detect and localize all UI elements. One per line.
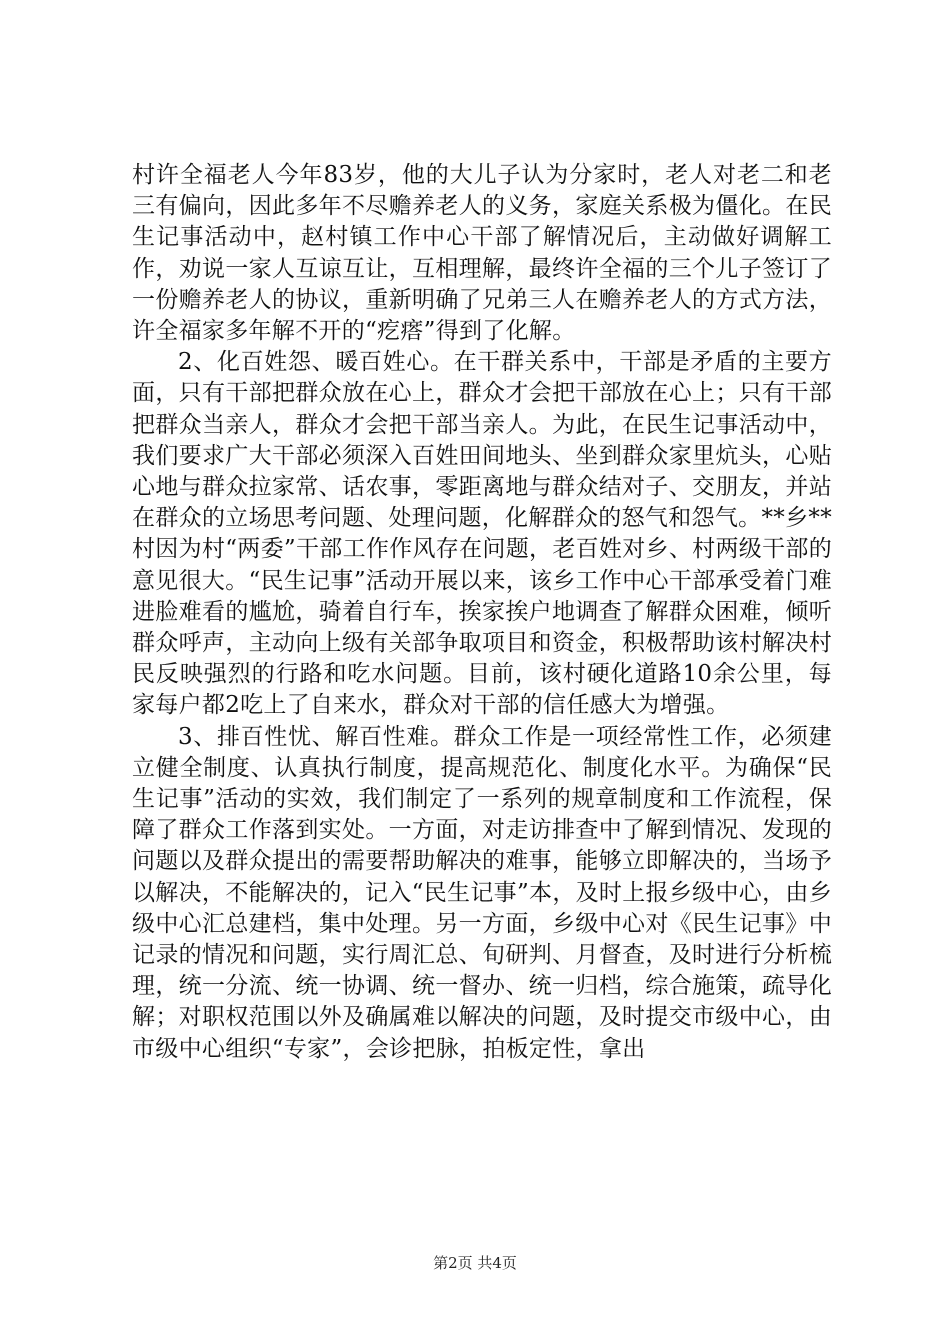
paragraph-section-2: 2、化百姓怨、暖百姓心。在干群关系中，干部是矛盾的主要方面，只有干部把群众放在心上，群众才会把干部放在心上；只有干部把群众当亲人，群众才会把干部当亲人。为此，在民生记事活动中，我们要求广大干部必须深入百姓田间地头、坐到群众家里炕头，心贴心地与群众拉家常、话农事，零距离地与群众结对子、交朋友，并站在群众的立场思考问题、处理问题，化解群众的怒气和怨气。**乡**村因为村“两委”干部工作作风存在问题，老百姓对乡、村两级干部的意见很大。“民生记事”活动开展以来，该乡工作中心干部承受着门难进脸难看的尴尬，骑着自行车，挨家挨户地调查了解群众困难，倾听群众呼声，主动向上级有关部争取项目和资金，积极帮助该村解决村民反映强烈的行路和吃水问题。目前，该村硬化道路10余公里，每家每户都2吃上了自来水，群众对干部的信任感大为增强。: [132, 349, 832, 719]
document-body: [132, 160, 832, 1065]
page-footer: 第2页 共4页: [433, 1254, 517, 1272]
paragraph-section-3: 3、排百性忧、解百性难。群众工作是一项经常性工作，必须建立健全制度、认真执行制度，提高规范化、制度化水平。为确保“民生记事”活动的实效，我们制定了一系列的规章制度和工作流程，保障了群众工作落到实处。一方面，对走访排查中了解到情况、发现的问题以及群众提出的需要帮助解决的难事，能够立即解决的，当场予以解决，不能解决的，记入“民生记事”本，及时上报乡级中心，由乡级中心汇总建档，集中处理。另一方面，乡级中心对《民生记事》中记录的情况和问题，实行周汇总、旬研判、月督查，及时进行分析梳理，统一分流、统一协调、统一督办、统一归档，综合施策，疏导化解；对职权范围以外及确属难以解决的问题，及时提交市级中心，由市级中心组织“专家”，会诊把脉，拍板定性，拿出: [132, 723, 832, 1062]
paragraph-continuation: 村许全福老人今年83岁，他的大儿子认为分家时，老人对老二和老三有偏向，因此多年不尽赡养老人的义务，家庭关系极为僵化。在民生记事活动中，赵村镇工作中心干部了解情况后，主动做好调解工作，劝说一家人互谅互让，互相理解，最终许全福的三个儿子签订了一份赡养老人的协议，重新明确了兄弟三人在赡养老人的方式方法，许全福家多年解不开的“疙瘩”得到了化解。: [132, 162, 832, 345]
